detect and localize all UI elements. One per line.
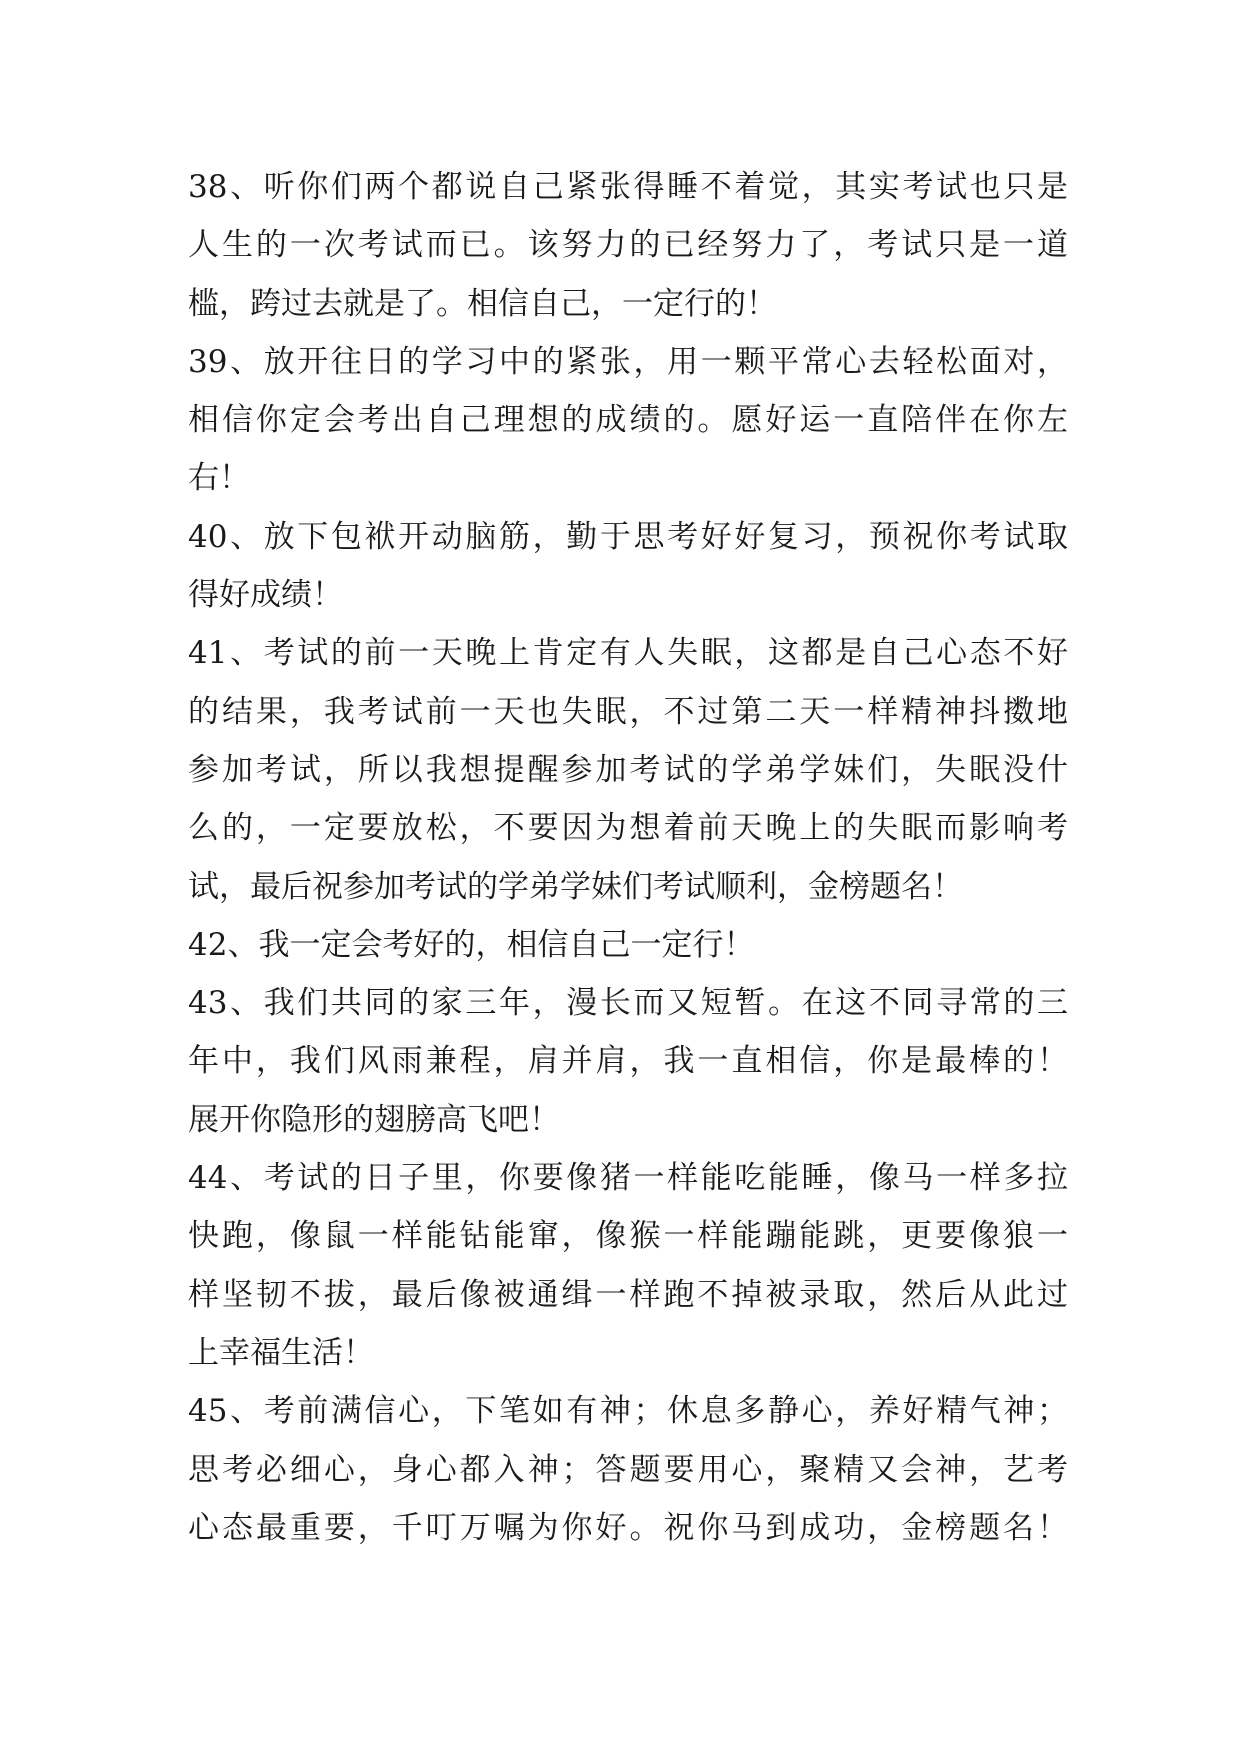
text-line: 39、放开往日的学习中的紧张，用一颗平常心去轻松面对， [188, 343, 1068, 380]
text-line: 相信你定会考出自己理想的成绩的。愿好运一直陪伴在你左 [188, 402, 1068, 439]
document-body [188, 158, 1068, 1557]
text-line: 参加考试，所以我想提醒参加考试的学弟学妹们，失眠没什 [188, 751, 1068, 788]
text-line: 38、听你们两个都说自己紧张得睡不着觉，其实考试也只是 [188, 169, 1068, 205]
text-line: 右！ [188, 460, 250, 497]
text-line: 人生的一次考试而已。该努力的已经努力了，考试只是一道 [188, 227, 1068, 264]
text-line: 槛，跨过去就是了。相信自己，一定行的！ [188, 285, 777, 322]
text-line: 心态最重要，千叮万嘱为你好。祝你马到成功，金榜题名！ [188, 1509, 1068, 1546]
text-line: 的结果，我考试前一天也失眠，不过第二天一样精神抖擞地 [188, 693, 1068, 730]
text-line: 展开你隐形的翅膀高飞吧！ [188, 1101, 560, 1138]
text-line: 44、考试的日子里，你要像猪一样能吃能睡，像马一样多拉 [188, 1160, 1068, 1197]
text-line: 42、我一定会考好的，相信自己一定行！ [188, 926, 755, 963]
text-line: 得好成绩！ [188, 577, 343, 614]
text-line: 40、放下包袱开动脑筋，勤于思考好好复习，预祝你考试取 [188, 518, 1068, 555]
text-line: 快跑，像鼠一样能钻能窜，像猴一样能蹦能跳，更要像狼一 [188, 1218, 1068, 1255]
text-line: 45、考前满信心，下笔如有神；休息多静心，养好精气神； [188, 1393, 1068, 1430]
text-line: 试，最后祝参加考试的学弟学妹们考试顺利，金榜题名！ [188, 868, 963, 905]
text-line: 么的，一定要放松，不要因为想着前天晚上的失眠而影响考 [188, 810, 1068, 847]
text-line: 上幸福生活！ [188, 1334, 374, 1371]
text-line: 年中，我们风雨兼程，肩并肩，我一直相信，你是最棒的！ [188, 1043, 1068, 1080]
text-line: 43、我们共同的家三年，漫长而又短暂。在这不同寻常的三 [188, 985, 1068, 1022]
text-line: 41、考试的前一天晚上肯定有人失眠，这都是自己心态不好 [188, 635, 1068, 672]
text-line: 思考必细心，身心都入神；答题要用心，聚精又会神，艺考 [188, 1451, 1068, 1488]
text-line: 样坚韧不拔，最后像被通缉一样跑不掉被录取，然后从此过 [188, 1276, 1068, 1313]
